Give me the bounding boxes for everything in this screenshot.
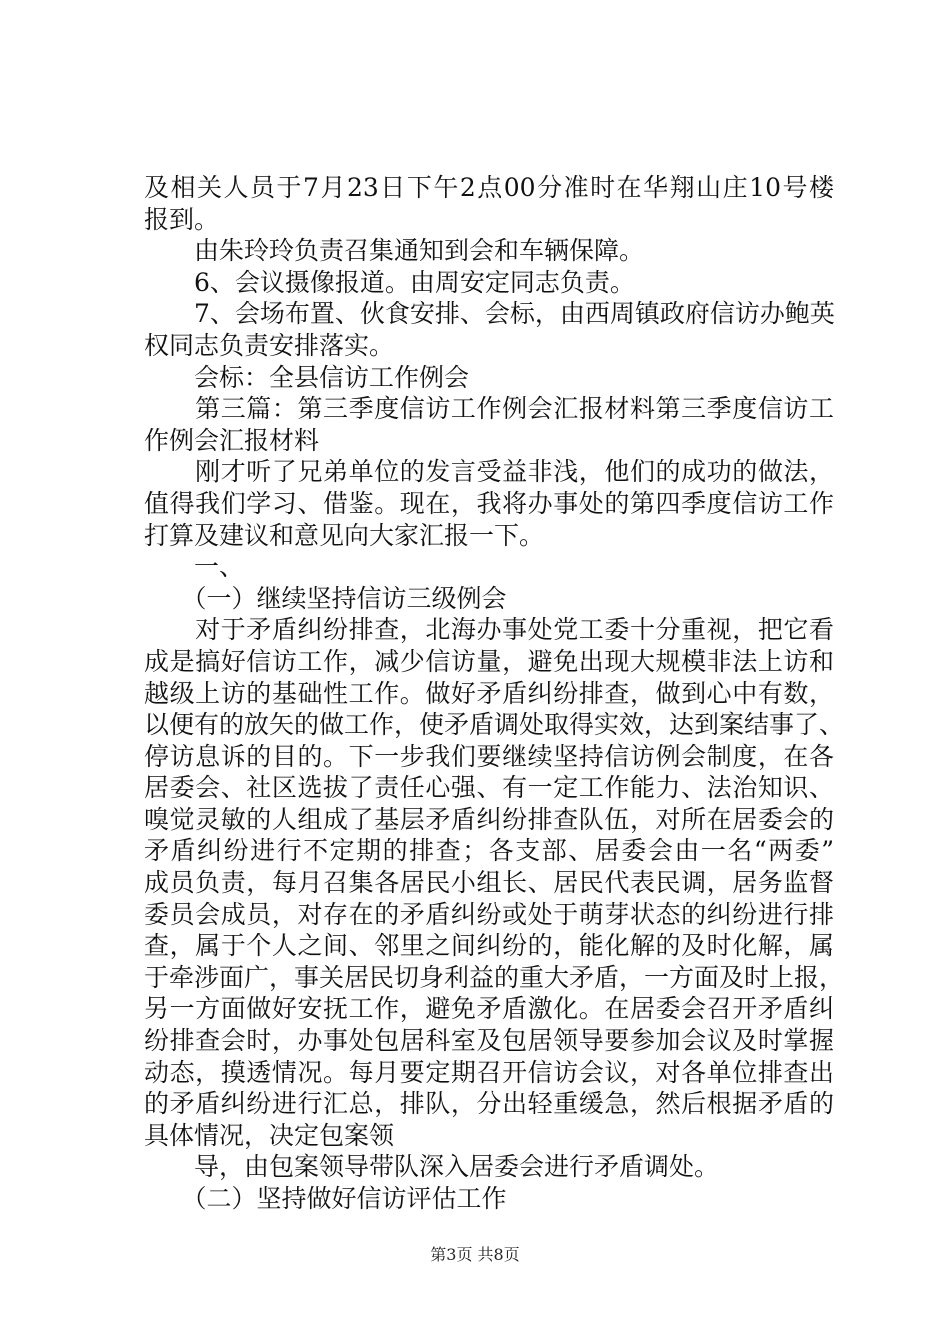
text-line: 对于矛盾纠纷排查，北海办事处党工委十分重视，把它看	[144, 615, 834, 645]
text-line: （一）继续坚持信访三级例会	[144, 583, 507, 613]
text-line: 于牵涉面广，事关居民切身利益的重大矛盾，一方面及时上报，	[144, 962, 845, 992]
text-line: 由朱玲玲负责召集通知到会和车辆保障。	[144, 236, 645, 266]
text-line: 以便有的放矢的做工作，使矛盾调处取得实效，达到案结事了、	[144, 710, 845, 740]
text-line: 嗅觉灵敏的人组成了基层矛盾纠纷排查队伍，对所在居委会的	[144, 804, 834, 834]
text-line: 越级上访的基础性工作。做好矛盾纠纷排查，做到心中有数，	[144, 678, 834, 708]
text-line: 权同志负责安排落实。	[144, 330, 395, 360]
document-body	[144, 172, 845, 1215]
text-line: 6、会议摄像报道。由周安定同志负责。	[144, 267, 635, 297]
text-line: 矛盾纠纷进行不定期的排查；各支部、居委会由一名“两委”	[144, 836, 834, 866]
text-line: 查，属于个人之间、邻里之间纠纷的，能化解的及时化解，属	[144, 931, 834, 961]
text-line: 导，由包案领导带队深入居委会进行矛盾调处。	[144, 1152, 720, 1182]
text-line: 打算及建议和意见向大家汇报一下。	[144, 520, 545, 550]
text-line: 及相关人员于7月23日下午2点00分准时在华翔山庄10号楼	[144, 173, 834, 202]
text-line: 刚才听了兄弟单位的发言受益非浅，他们的成功的做法，	[144, 457, 834, 487]
text-line: 值得我们学习、借鉴。现在，我将办事处的第四季度信访工作	[144, 488, 834, 518]
page-footer: 第3页 共8页	[430, 1245, 520, 1264]
text-line: 居委会、社区选拔了责任心强、有一定工作能力、法治知识、	[144, 773, 834, 803]
text-line: 成员负责，每月召集各居民小组长、居民代表民调，居务监督	[144, 868, 834, 898]
text-line: 动态，摸透情况。每月要定期召开信访会议，对各单位排查出	[144, 1057, 834, 1087]
text-line: 委员会成员，对存在的矛盾纠纷或处于萌芽状态的纠纷进行排	[144, 899, 834, 929]
text-line: 作例会汇报材料	[144, 425, 320, 455]
text-line: 纷排查会时，办事处包居科室及包居领导要参加会议及时掌握	[144, 1026, 834, 1056]
text-line: 7、会场布置、伙食安排、会标，由西周镇政府信访办鲍英	[144, 299, 835, 329]
text-line: 停访息诉的目的。下一步我们要继续坚持信访例会制度，在各	[144, 741, 834, 771]
text-line: 报到。	[144, 204, 220, 234]
text-line: 一、	[144, 552, 245, 582]
text-line: 的矛盾纠纷进行汇总，排队，分出轻重缓急，然后根据矛盾的	[144, 1089, 834, 1119]
text-line: 会标：全县信访工作例会	[144, 362, 470, 392]
text-line: 第三篇：第三季度信访工作例会汇报材料第三季度信访工	[144, 394, 834, 424]
text-line: 成是搞好信访工作，减少信访量，避免出现大规模非法上访和	[144, 646, 834, 676]
text-line: 另一方面做好安抚工作，避免矛盾激化。在居委会召开矛盾纠	[144, 994, 834, 1024]
text-line: （二）坚持做好信访评估工作	[144, 1184, 507, 1213]
text-line: 具体情况，决定包案领	[144, 1120, 395, 1150]
